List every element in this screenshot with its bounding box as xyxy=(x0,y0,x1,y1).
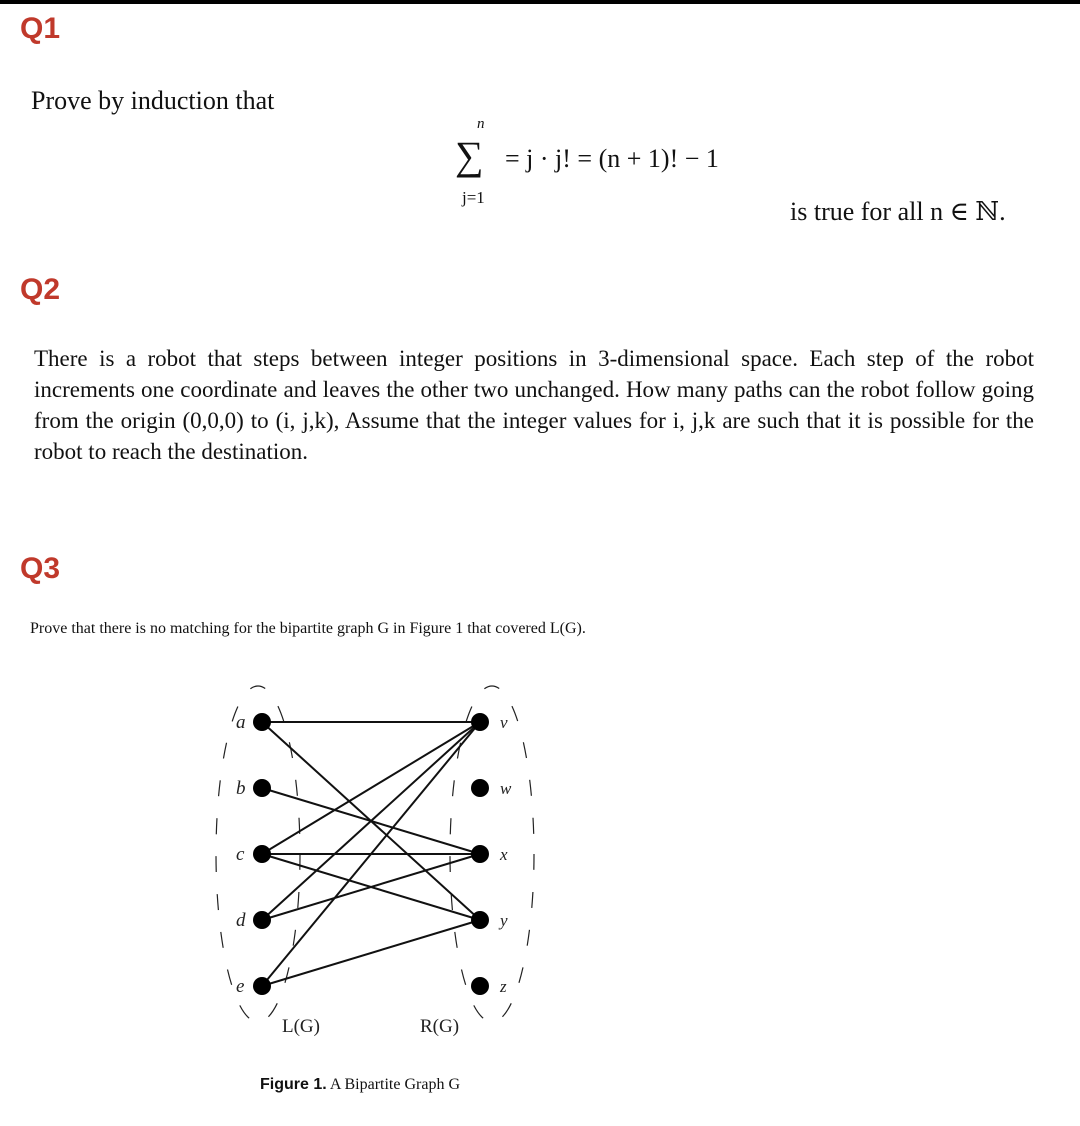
bipartite-graph-figure xyxy=(0,660,1080,1070)
q1-conclusion: is true for all n ∈ ℕ. xyxy=(790,197,1006,226)
right-set-label: R(G) xyxy=(420,1016,460,1037)
node-y xyxy=(471,911,489,929)
node-x xyxy=(471,845,489,863)
node-e xyxy=(253,977,271,995)
node-label-y: y xyxy=(500,911,508,930)
sum-expression: = j · j! = (n + 1)! − 1 xyxy=(505,144,719,173)
node-label-e: e xyxy=(236,976,245,997)
node-v xyxy=(471,713,489,731)
sum-lower-limit: j=1 xyxy=(462,188,485,207)
q2-heading: Q2 xyxy=(20,273,61,306)
top-rule xyxy=(0,0,1080,4)
node-label-a: a xyxy=(236,712,246,733)
figure-caption xyxy=(260,1076,460,1094)
edge-e-y xyxy=(262,920,480,986)
q2-question-text: There is a robot that steps between integer positions in 3-dimensional space. Each step of the robot increments one coordinate and leaves the other two unchanged. How many paths can the robot follow going from the origin (0,0,0) to (i, j,k), Assume that the integer values for i, j,k are such that it is possible for the robot to reach the destination. xyxy=(34,346,1034,464)
node-w xyxy=(471,779,489,797)
node-c xyxy=(253,845,271,863)
figure-caption-label: Figure 1. xyxy=(260,1076,327,1093)
q3-question-text: Prove that there is no matching for the bipartite graph G in Figure 1 that covered L(G). xyxy=(30,620,586,637)
node-z xyxy=(471,977,489,995)
graph-edges xyxy=(262,722,480,986)
q1-heading: Q1 xyxy=(20,12,61,45)
node-b xyxy=(253,779,271,797)
sum-symbol: ∑ xyxy=(455,133,484,178)
node-label-c: c xyxy=(236,844,245,865)
node-label-b: b xyxy=(236,778,246,799)
node-label-d: d xyxy=(236,910,246,931)
q1-intro: Prove by induction that xyxy=(31,86,275,115)
q3-heading: Q3 xyxy=(20,552,61,585)
node-label-v: v xyxy=(500,713,508,732)
edge-c-v xyxy=(262,722,480,854)
node-label-z: z xyxy=(500,977,507,996)
node-label-x: x xyxy=(500,845,508,864)
figure-caption-text: A Bipartite Graph G xyxy=(329,1076,461,1093)
sum-upper-limit: n xyxy=(477,116,485,132)
graph-labels xyxy=(236,712,512,1037)
left-set-label: L(G) xyxy=(282,1016,320,1037)
node-d xyxy=(253,911,271,929)
node-a xyxy=(253,713,271,731)
node-label-w: w xyxy=(500,779,512,798)
